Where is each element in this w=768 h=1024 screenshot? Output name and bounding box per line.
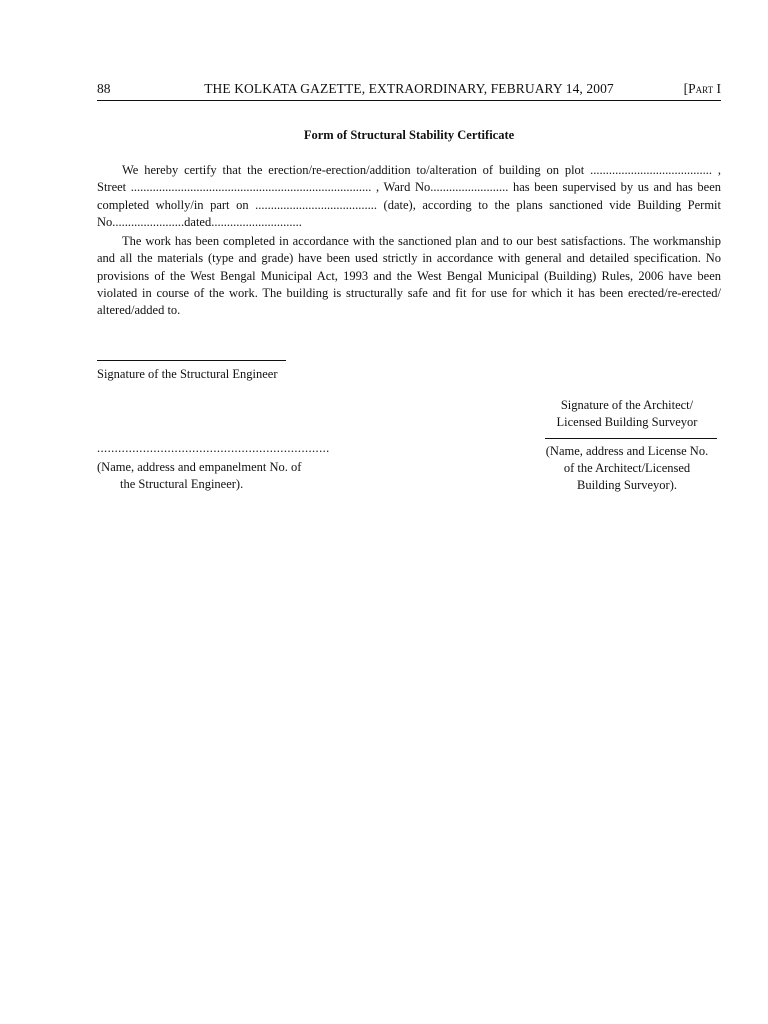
part-word: Part (688, 81, 714, 96)
gazette-page (97, 0, 721, 1024)
paragraph1-line2: Street ............................................................................. , Ward No......................... has been supervised by us and has been (97, 180, 721, 195)
page-header (97, 79, 721, 99)
paragraph2-text: The work has been completed in accordance with the sanctioned plan and to our best satisfactions. The workmanship and all the materials (type and grade) have been used strictly in accordance with general and detailed specification. No provisions of the West Bengal Municipal Act, 1993 and the West Bengal Municipal (Building) Rules, 2006 have been violated in course of the work. The building is structurally safe and fit for use for which it has been erected/re-erected/ altered/added to. (97, 234, 721, 318)
architect-signature-line1: Signature of the Architect/ (560, 398, 694, 412)
engineer-dotted-line: .................................................................. (97, 441, 330, 455)
architect-note-line3: Building Surveyor). (577, 478, 677, 492)
architect-note-line2: of the Architect/Licensed (563, 461, 691, 475)
gazette-title: THE KOLKATA GAZETTE, EXTRAORDINARY, FEBRUARY 14, 2007 (204, 81, 614, 96)
certificate-paragraph-2 (97, 233, 721, 319)
architect-note-line1: (Name, address and License No. (545, 444, 709, 458)
engineer-details-note (97, 459, 301, 493)
architect-signature-line2: Licensed Building Surveyor (556, 415, 698, 429)
architect-signature-line (545, 438, 717, 439)
form-title: Form of Structural Stability Certificate (303, 128, 515, 142)
paragraph1-line3: completed wholly/in part on ....................................... (date), according to the plans sanctioned vide Building Permit (97, 197, 721, 212)
header-rule (97, 100, 721, 101)
page-number: 88 (97, 81, 111, 96)
engineer-note-line2: the Structural Engineer). (120, 477, 244, 491)
paragraph1-line4: No.......................dated............................. (97, 214, 302, 229)
certificate-paragraph-1 (97, 162, 721, 231)
engineer-note-line1: (Name, address and empanelment No. of (97, 460, 302, 474)
engineer-signature-line (97, 360, 286, 361)
part-label (684, 79, 721, 99)
engineer-signature-label: Signature of the Structural Engineer (97, 367, 278, 381)
part-bracket: [ (683, 81, 689, 96)
architect-details-note (537, 443, 717, 494)
architect-signature-label (537, 397, 717, 431)
paragraph1-line1: We hereby certify that the erection/re-erection/addition to/alteration of building on plot ....................................... , (122, 163, 721, 177)
part-numeral: I (716, 81, 721, 96)
